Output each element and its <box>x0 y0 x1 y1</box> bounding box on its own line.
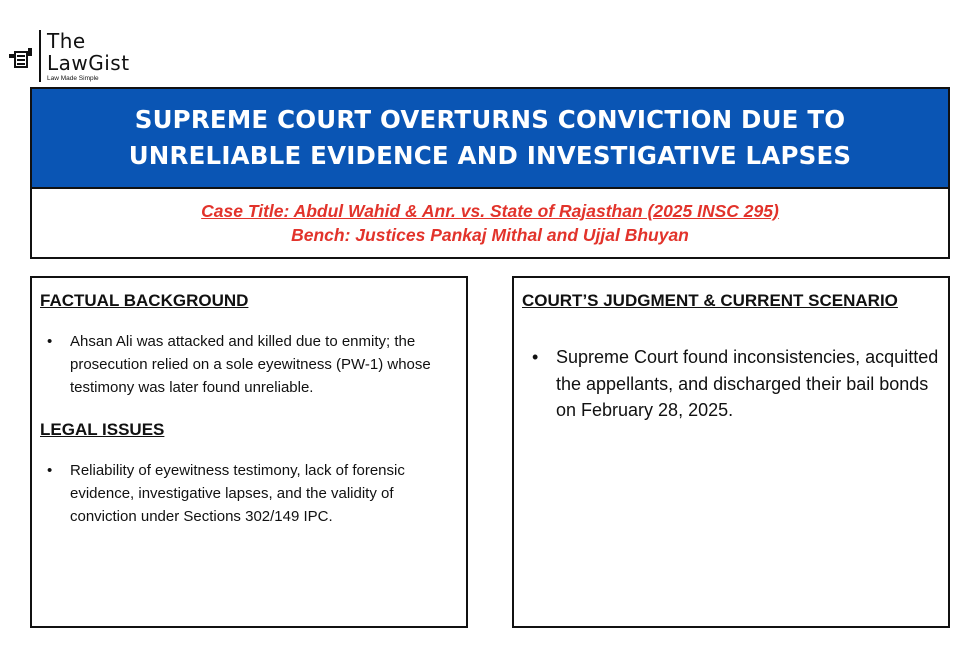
legal-issues-list <box>40 459 458 528</box>
list-item: • Reliability of eyewitness testimony, lack of forensic evidence, investigative lapses, and the validity of conviction under Sections 302/149 IPC. <box>70 459 458 528</box>
page-title-line2: UNRELIABLE EVIDENCE AND INVESTIGATIVE LAPSES <box>128 141 852 170</box>
logo-line2: LawGist <box>47 51 130 75</box>
legal-issues-heading: LEGAL ISSUES <box>40 420 165 439</box>
left-panel <box>30 276 468 628</box>
right-panel <box>512 276 950 628</box>
logo-divider <box>39 30 41 82</box>
logo-tagline: Law Made Simple <box>47 75 99 82</box>
list-item: • Supreme Court found inconsistencies, acquitted the appellants, and discharged their bail bonds on February 28, 2025. <box>556 344 940 424</box>
header-box <box>30 87 950 259</box>
judgment-list <box>522 344 940 424</box>
case-info <box>32 187 948 257</box>
bench-info: Bench: Justices Pankaj Mithal and Ujjal Bhuyan <box>291 225 689 245</box>
list-item: • Ahsan Ali was attacked and killed due to enmity; the prosecution relied on a sole eyewitness (PW-1) whose testimony was later found unreliable. <box>70 330 458 399</box>
gavel-book-icon <box>8 42 36 82</box>
title-band <box>32 89 948 187</box>
factual-background-heading: FACTUAL BACKGROUND <box>40 291 249 310</box>
factual-background-list <box>40 330 458 399</box>
case-title: Case Title: Abdul Wahid & Anr. vs. State of Rajasthan (2025 INSC 295) <box>201 201 779 221</box>
brand-logo <box>8 30 130 85</box>
page-title-line1: SUPREME COURT OVERTURNS CONVICTION DUE TO <box>134 105 846 134</box>
logo-line1: The <box>47 29 86 53</box>
judgment-heading: COURT’S JUDGMENT & CURRENT SCENARIO <box>522 291 898 310</box>
logo-text <box>47 30 130 83</box>
